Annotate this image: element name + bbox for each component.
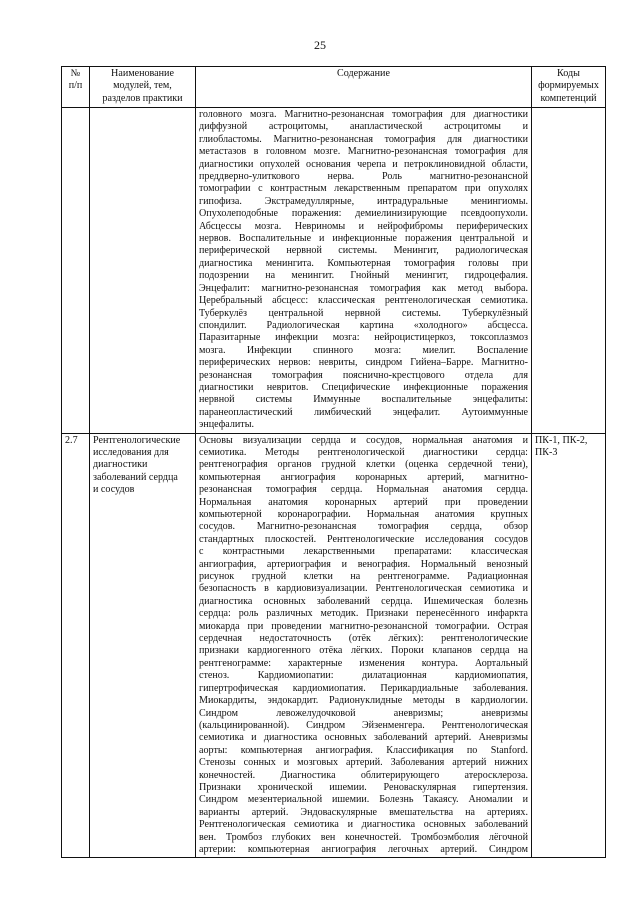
content-line: диагностика менингита. Компьютерная томография головы при — [199, 257, 528, 269]
content-line: стеноз. Кардиомиопатии: дилатационная кардиомиопатия, — [199, 670, 528, 682]
content-line: (кальцинированной). Синдром Эйзенменгера. Рентгенологическая — [199, 719, 528, 731]
content-line: ангиография, артериография и венография. Нормальный венозный — [199, 558, 528, 570]
content-line: диагностики невритов. Специфические инфекционные поражения — [199, 381, 528, 393]
content-line: Туберкулёз центральной нервной системы. Туберкулёзный — [199, 307, 528, 319]
content-line: признаки кардиогенного отёка лёгких. Пороки клапанов сердца на — [199, 645, 528, 657]
page-number: 25 — [314, 38, 326, 52]
content-line: артерии: компьютерная ангиография легочных артерий. Синдром — [199, 843, 528, 855]
content-line: стандартных плоскостей. Рентгенологические исследования сосудов — [199, 533, 528, 545]
header-competencies — [532, 67, 606, 108]
header-name-line: Наименование — [111, 68, 174, 79]
content-line: преддверно-улиткового нерва. Роль магнитно-резонансной — [199, 171, 528, 183]
content-line: сосудов. Магнитно-резонансная томография сердца, обзор — [199, 521, 528, 533]
header-module-name — [90, 67, 196, 108]
row-content — [196, 433, 532, 858]
header-num — [62, 67, 90, 108]
content-line: вен. Тромбоз глубоких вен конечностей. Тромбоэмболия лёгочной — [199, 831, 528, 843]
content-line: Паразитарные инфекции мозга: нейроцистицеркоз, токсоплазмоз — [199, 332, 528, 344]
module-name-line: Рентгенологические — [93, 434, 181, 446]
content-line: гипертрофическая кардиомиопатия. Перикардиальные заболевания. — [199, 682, 528, 694]
content-line: Стенозы сонных и мозговых артерий. Заболевания артерий нижних — [199, 757, 528, 769]
competency-line: ПК-3 — [535, 446, 558, 458]
content-line: Нормальная анатомия коронарных артерий при проведении — [199, 496, 528, 508]
content-line: метастазов в головном мозге. Магнитно-резонансная томография для — [199, 146, 528, 158]
content-line: Синдром мезентериальной ишемии. Болезнь Такаясу. Аномалии и — [199, 794, 528, 806]
content-line: сердца: роль различных методик. Признаки перенесённого инфаркта — [199, 608, 528, 620]
content-line: Основы визуализации сердца и сосудов, нормальная анатомия и — [199, 434, 528, 446]
content-line: семиотика. Методы рентгенологической диагностики сердца: — [199, 446, 528, 458]
content-line: подозрении на менингит. Гнойный менингит, гидроцефалия. — [199, 270, 528, 282]
content-line: Опухолеподобные поражения: демиелинизирующие псевдоопухоли. — [199, 208, 528, 220]
content-line: головного мозга. Магнитно-резонансная томография для диагностики — [199, 109, 528, 120]
header-content: Содержание — [196, 67, 532, 108]
content-line: Энцефалит: магнитно-резонансная томография как метод выбора. — [199, 282, 528, 294]
content-line: миокарда при проведении магнитно-резонансной томографии. Острая — [199, 620, 528, 632]
module-name-line: заболеваний сердца — [93, 471, 178, 483]
content-line: рисунок грудной клетки на рентгенограмме. Радиационная — [199, 571, 528, 583]
content-line: паранеопластический лимбический энцефалит. Аутоиммунные — [199, 406, 528, 418]
table-header-row — [62, 67, 606, 108]
content-line: нервной системы Иммунные воспалительные энцефалиты: — [199, 394, 528, 406]
content-line: спондилит. Радиологическая картина «холодного» абсцесса. — [199, 319, 528, 331]
content-line: Признаки хронической ишемии. Реноваскулярная гипертензия. — [199, 781, 528, 793]
content-line: диагностика основных заболеваний сердца. Ишемическая болезнь — [199, 595, 528, 607]
header-name-line: модулей, тем, — [113, 80, 172, 92]
header-comp-line: формируемых — [538, 80, 599, 92]
content-line: с контрастными лекарственными препаратами: классическая — [199, 546, 528, 558]
content-line: Рентгенологическая семиотика и диагностика основных заболеваний — [199, 819, 528, 831]
content-line: семиотика и диагностика основных заболеваний артерий. Аневризмы — [199, 732, 528, 744]
row-content — [196, 108, 532, 434]
content-line: диагностики опухолей основания черепа и петроклиновидной области, — [199, 158, 528, 170]
content-line: варианты артерий. Эндоваскулярные вмешательства на артериях. — [199, 806, 528, 818]
table-row — [62, 433, 606, 858]
row-module-name — [90, 108, 196, 434]
content-line: Церебральный абсцесс: классическая рентгенологическая семиотика. — [199, 295, 528, 307]
content-line: периферических нервов: невриты, синдром Гийена–Барре. Магнитно- — [199, 357, 528, 369]
row-number: 2.7 — [62, 433, 90, 858]
competency-line: ПК-1, ПК-2, — [535, 434, 588, 446]
content-line: рентгенограмме: характерные изменения контура. Аортальный — [199, 657, 528, 669]
content-line: рентгенография органов грудной клетки (оценка сердечной тени), — [199, 459, 528, 471]
content-line: глиобластомы. Магнитно-резонансная томография для диагностики — [199, 133, 528, 145]
content-line: Синдром левожелудочковой аневризмы; аневризмы — [199, 707, 528, 719]
header-comp-line: компетенций — [540, 92, 597, 104]
content-line: Миокардиты, эндокардит. Радионуклидные методы в кардиологии. — [199, 695, 528, 707]
header-comp-line: Коды — [557, 68, 580, 79]
content-line: резонансная томография пояснично-крестцового отдела для — [199, 369, 528, 381]
content-line: томографии с контрастным лекарственным препаратом при опухолях — [199, 183, 528, 195]
content-line: нервов. Воспалительные и инфекционные поражения центральной и — [199, 233, 528, 245]
content-line: конечностей. Диагностика облитерирующего атеросклероза. — [199, 769, 528, 781]
content-line: энцефалиты. — [199, 419, 255, 431]
content-line: периферической нервной системы. Менингит, радиологическая — [199, 245, 528, 257]
content-line: безопасность в кардиовизуализации. Рентгенологическая семиотика и — [199, 583, 528, 595]
content-line: диффузной астроцитомы, анапластической астроцитомы и — [199, 121, 528, 133]
header-name-line: разделов практики — [102, 92, 183, 104]
module-name-line: диагностики — [93, 459, 148, 471]
row-number — [62, 108, 90, 434]
content-line: аорты: компьютерная ангиография. Классификация по Stanford. — [199, 744, 528, 756]
row-competencies — [532, 433, 606, 858]
content-line: компьютерной коронарографии. Нормальная анатомия крупных — [199, 509, 528, 520]
content-line: гипофиза. Экстрамедуллярные, интрадуральные менингиомы. — [199, 195, 528, 207]
header-num-line: № — [70, 68, 81, 79]
table-row — [62, 108, 606, 434]
module-name-line: и сосудов — [93, 484, 135, 496]
content-line: Абсцессы мозга. Невриномы и нейрофибромы периферических — [199, 220, 528, 232]
content-line: мозга. Инфекции спинного мозга: миелит. Воспаление — [199, 344, 528, 356]
row-module-name — [90, 433, 196, 858]
content-line: компьютерная ангиография коронарных артерий, магнитно- — [199, 471, 528, 483]
module-name-line: исследования для — [93, 446, 169, 458]
header-num-line: п/п — [68, 80, 83, 92]
content-line: сердечная недостаточность (отёк лёгких): рентгенологические — [199, 633, 528, 645]
row-competencies — [532, 108, 606, 434]
curriculum-table — [61, 66, 606, 858]
content-line: резонансная томография сердца. Нормальная анатомия сердца. — [199, 484, 528, 496]
